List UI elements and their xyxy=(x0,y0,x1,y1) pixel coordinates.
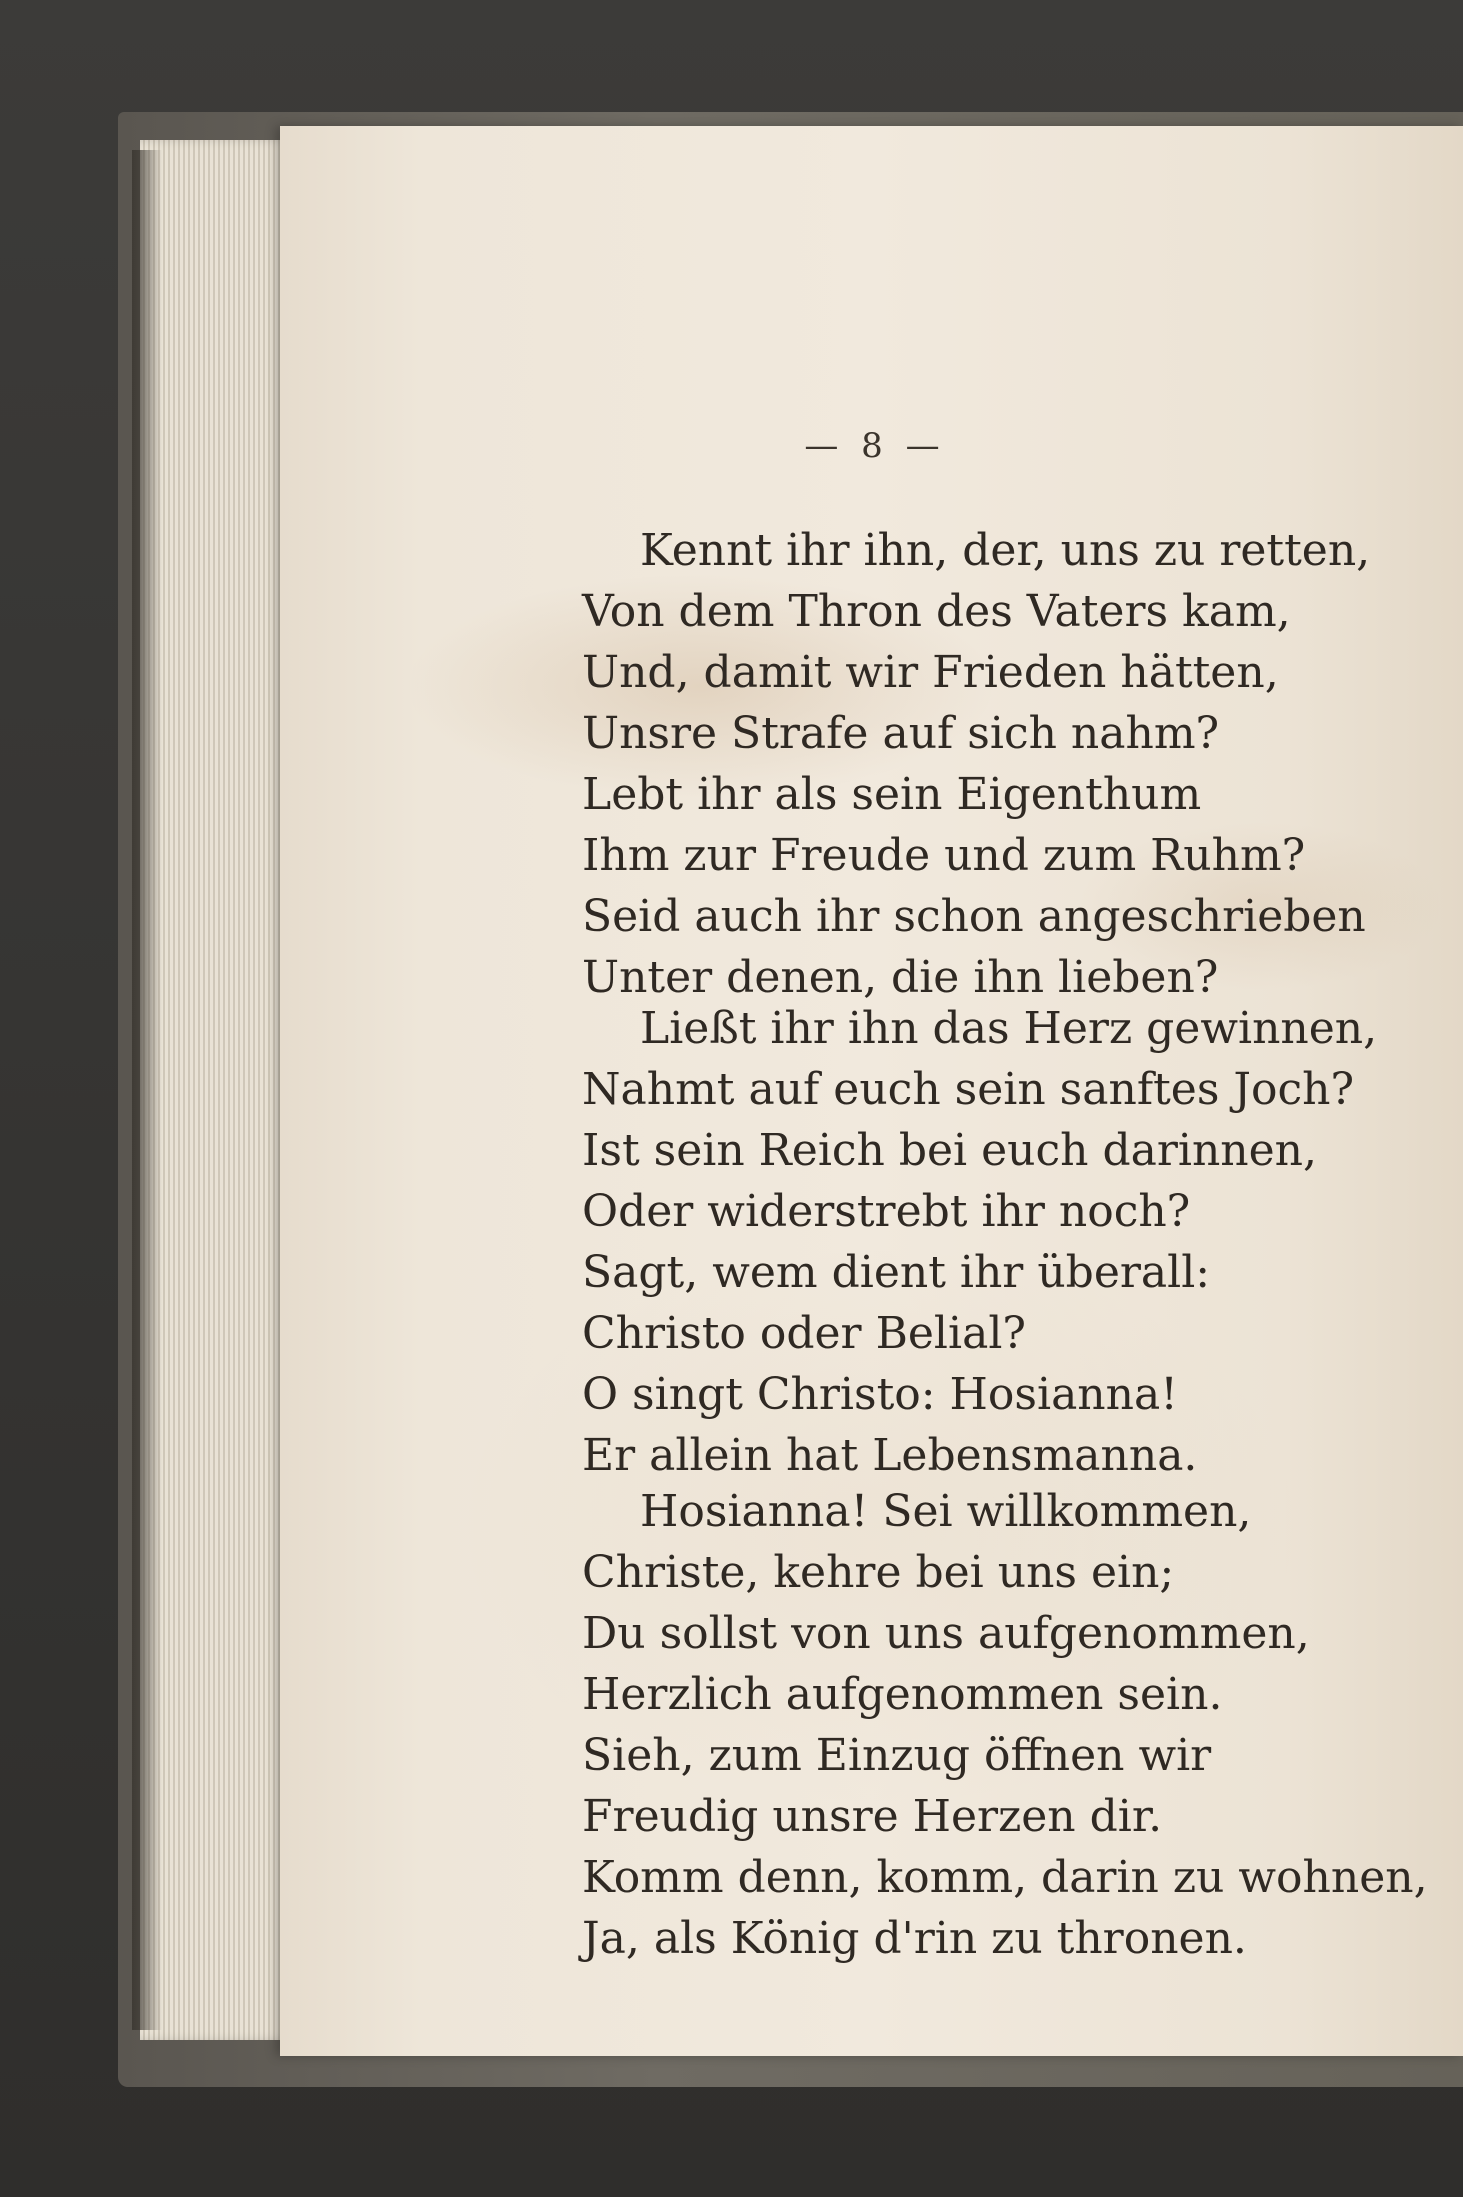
page-edges xyxy=(140,140,290,2040)
verse-line: Christe, kehre bei uns ein; xyxy=(582,1547,1175,1598)
verse-line: Freudig unsre Herzen dir. xyxy=(582,1791,1163,1842)
verse-line: Er allein hat Lebensmanna. xyxy=(582,1430,1198,1481)
verse-line: O singt Christo: Hosianna! xyxy=(582,1369,1178,1420)
verse-line: Komm denn, komm, darin zu wohnen, xyxy=(582,1852,1428,1903)
page-number: — 8 — xyxy=(804,426,946,466)
verse-line: Herzlich aufgenommen sein. xyxy=(582,1669,1223,1720)
verse-line: Du sollst von uns aufgenommen, xyxy=(582,1608,1310,1659)
book-page xyxy=(280,126,1463,2056)
verse-line: Und, damit wir Frieden hätten, xyxy=(582,647,1279,698)
verse-line: Christo oder Belial? xyxy=(582,1308,1026,1359)
verse-line: Nahmt auf euch sein sanftes Joch? xyxy=(582,1064,1355,1115)
verse-line: Sieh, zum Einzug öffnen wir xyxy=(582,1730,1212,1781)
verse-line: Kennt ihr ihn, der, uns zu retten, xyxy=(640,525,1371,576)
verse-line: Oder widerstrebt ihr noch? xyxy=(582,1186,1191,1237)
verse-line: Sagt, wem dient ihr überall: xyxy=(582,1247,1211,1298)
binding-shadow xyxy=(132,150,162,2030)
verse-line: Hosianna! Sei willkommen, xyxy=(640,1486,1252,1537)
verse-line: Unsre Strafe auf sich nahm? xyxy=(582,708,1220,759)
verse-line: Ihm zur Freude und zum Ruhm? xyxy=(582,830,1306,881)
verse-line: Unter denen, die ihn lieben? xyxy=(582,952,1219,1003)
verse-line: Seid auch ihr schon angeschrieben xyxy=(582,891,1366,942)
verse-line: Ließt ihr ihn das Herz gewinnen, xyxy=(640,1003,1378,1054)
stanza-2 xyxy=(582,998,1463,1486)
stanza-3 xyxy=(582,1481,1463,1969)
verse-line: Lebt ihr als sein Eigenthum xyxy=(582,769,1202,820)
verse-line: Ist sein Reich bei euch darinnen, xyxy=(582,1125,1318,1176)
verse-line: Ja, als König d'rin zu thronen. xyxy=(582,1913,1247,1964)
stanza-1 xyxy=(582,520,1463,1008)
verse-line: Von dem Thron des Vaters kam, xyxy=(582,586,1291,637)
